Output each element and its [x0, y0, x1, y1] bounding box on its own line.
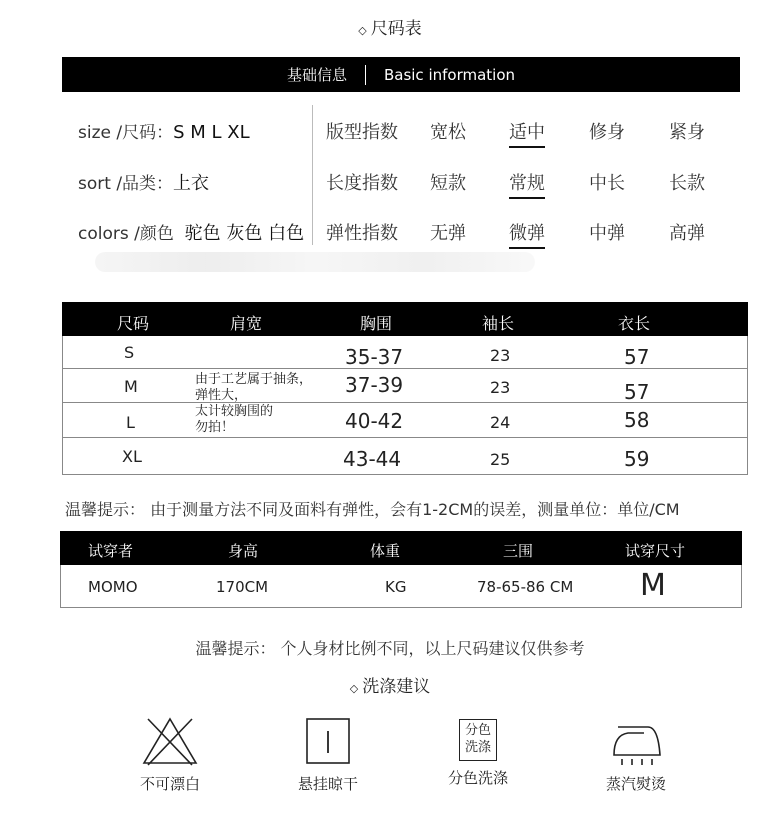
fit-tip: 温馨提示： 个人身材比例不同，以上尺码建议仅供参考	[195, 639, 585, 658]
th-chest: 胸围	[360, 314, 393, 333]
wash-item-separate	[418, 715, 538, 788]
cell-length: 59	[624, 447, 650, 471]
index-fit-option: 修身	[589, 122, 625, 143]
index-elastic-option: 高弹	[669, 223, 705, 244]
cell-sleeve: 24	[490, 413, 511, 432]
colors-value: 驼色 灰色 白色	[184, 223, 305, 244]
cell-length: 57	[624, 345, 650, 369]
cell-sleeve: 23	[490, 378, 511, 397]
index-fit-name: 版型指数	[326, 122, 398, 143]
size-value: S M L XL	[173, 122, 250, 143]
cell-size: L	[126, 413, 135, 432]
cell-size: M	[124, 377, 138, 396]
wash-label: 悬挂晾干	[297, 775, 358, 793]
index-fit-option: 紧身	[669, 122, 705, 143]
index-fit-option-selected: 适中	[509, 118, 545, 148]
index-length-option: 短款	[430, 173, 466, 194]
cell-size: XL	[122, 447, 142, 466]
index-elastic-name: 弹性指数	[326, 223, 398, 244]
cell-size: S	[124, 343, 135, 362]
th-weight: 体重	[370, 542, 401, 560]
th-size: 尺码	[117, 314, 150, 333]
th-height: 身高	[228, 542, 259, 560]
wash-item-hang-dry	[268, 715, 388, 794]
model-size: M	[640, 568, 666, 603]
colors-info: colors /颜色 驼色 灰色 白色	[78, 223, 305, 244]
wash-title: ◇ 洗涤建议	[349, 677, 431, 697]
page-title: ◇ 尺码表	[358, 19, 422, 39]
hang-dry-icon	[298, 715, 358, 767]
header-cn: 基础信息	[286, 66, 347, 84]
cell-chest: 35-37	[345, 345, 404, 369]
th-shoulder: 肩宽	[230, 314, 263, 333]
measurement-tip: 温馨提示： 由于测量方法不同及面料有弹性，会有1-2CM的误差，测量单位：单位/CM	[65, 500, 680, 519]
header-en: Basic information	[383, 65, 516, 84]
shoulder-note: 由于工艺属于抽条， 弹性大， 太计较胸围的 勿拍！	[195, 372, 313, 435]
header-divider	[365, 65, 366, 85]
size-table-header	[62, 302, 748, 336]
wash-label: 蒸汽熨烫	[605, 775, 666, 793]
index-length-option-selected: 常规	[509, 169, 545, 199]
index-elastic-option: 无弹	[430, 223, 466, 244]
model-height: 170CM	[216, 578, 269, 596]
cell-length: 57	[624, 380, 650, 404]
th-length: 衣长	[618, 314, 651, 333]
index-length-name: 长度指数	[326, 173, 398, 194]
index-length-option: 中长	[589, 173, 625, 194]
model-measurements: 78-65-86 CM	[477, 578, 574, 596]
wash-separately-icon: 分色 洗涤	[459, 719, 497, 761]
index-elastic-option: 中弹	[589, 223, 625, 244]
sort-value: 上衣	[173, 173, 210, 194]
cell-length: 58	[624, 408, 650, 432]
cell-chest: 40-42	[345, 409, 404, 433]
cell-chest: 37-39	[345, 373, 404, 397]
wash-item-steam-iron	[576, 715, 696, 794]
model-name: MOMO	[88, 578, 138, 596]
cell-sleeve: 23	[490, 346, 511, 365]
index-elastic-option-selected: 微弹	[509, 219, 545, 249]
index-length-option: 长款	[669, 173, 705, 194]
basic-info-header	[62, 57, 740, 92]
info-divider	[312, 105, 313, 245]
smudge-mark	[95, 252, 535, 272]
no-bleach-icon	[140, 715, 200, 767]
steam-iron-icon	[604, 715, 668, 767]
cell-sleeve: 25	[490, 450, 511, 469]
diamond-icon: ◇	[358, 24, 367, 37]
model-table-header	[60, 531, 742, 565]
th-measurements: 三围	[503, 542, 534, 560]
wash-label: 分色洗涤	[447, 769, 508, 787]
sort-info: sort /品类：上衣	[78, 173, 210, 194]
model-weight: KG	[385, 578, 407, 596]
size-info: size /尺码：S M L XL	[78, 122, 250, 143]
th-sleeve: 袖长	[482, 314, 515, 333]
wash-label: 不可漂白	[139, 775, 200, 793]
wash-item-no-bleach	[110, 715, 230, 794]
index-fit-option: 宽松	[430, 122, 466, 143]
th-model: 试穿者	[88, 542, 134, 560]
row-divider	[62, 437, 748, 438]
th-tried-size: 试穿尺寸	[625, 542, 686, 560]
diamond-icon: ◇	[349, 682, 359, 695]
cell-chest: 43-44	[343, 447, 402, 471]
